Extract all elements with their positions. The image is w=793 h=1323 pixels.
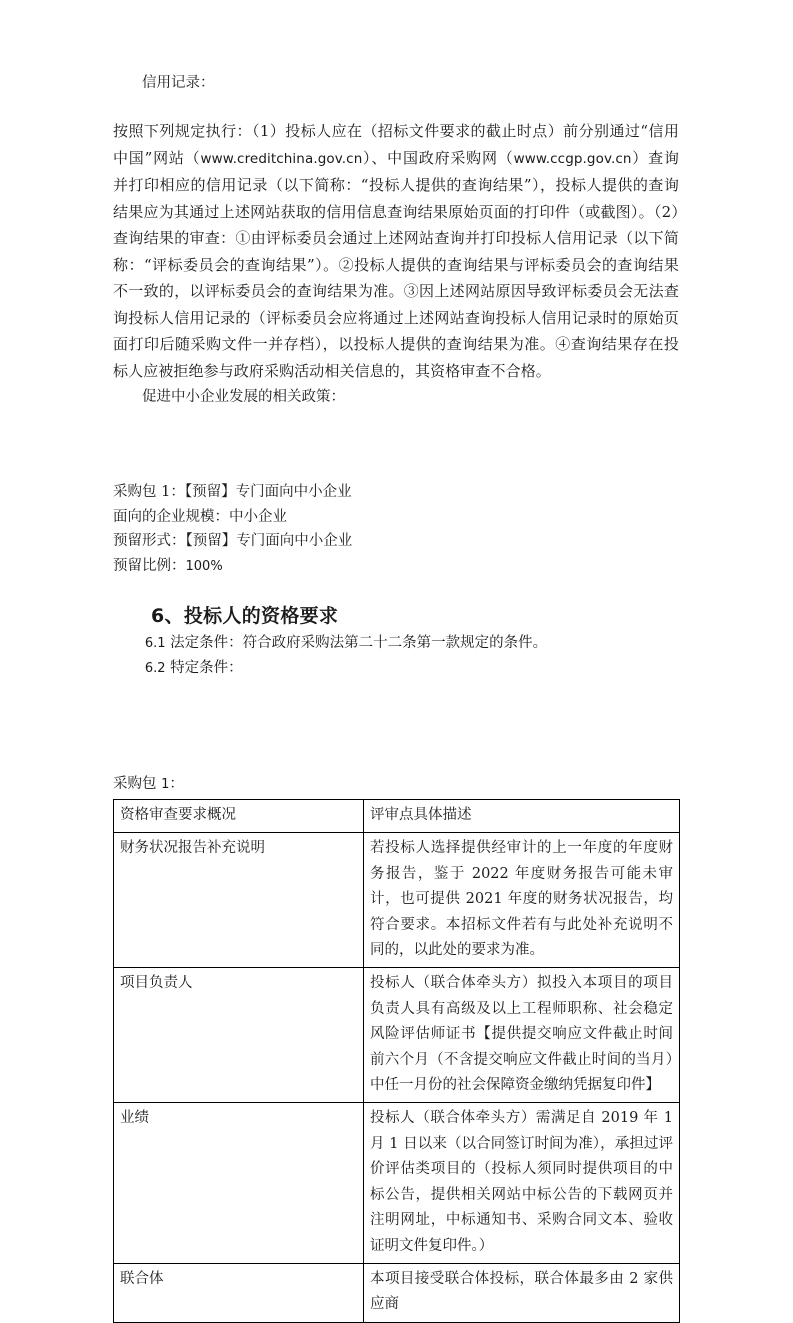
reservation-line-ratio [113,554,679,580]
table-caption-colon: ： [169,776,184,792]
table-caption-number: 1 [161,777,170,792]
table-header-cell-description: 评审点具体描述 [364,800,680,833]
spacer-before-table [113,681,679,751]
reservation-scale-text: 面向的企业规模：中小企业 [113,508,287,525]
table-caption [113,773,679,796]
clause-6-2-text: 特定条件： [165,660,243,676]
page-title: 6、投标人的资格要求 [151,605,339,627]
reservation-ratio-value: 100% [185,558,223,574]
credit-record-paragraph [113,118,679,384]
qualification-requirements-table [113,799,680,1323]
credit-para-segment: ）查询并打印相应的信用记录（以下简称：“投标人提供的查询结果”），投标人提供的查询结果应为其通过上述网站获取的信用信息查询结果原始页面的打印件（或截图）。（2）查询结果的审查：①由评标委员会通过上述网站查询并打印投标人信用记录（以下简称：“评标委员会的查询结果”）。②投标人提供的查询结果与评标委员会的查询结果不一致的，以评标委员会的查询结果为准。③因上述网站原因导致评标委员会无法查询投标人信用记录的（评标委员会应将通过上述网站查询投标人信用记录时的原始页面打印后随采购文件一并存档），以投标人提供的查询结果为准。④查询结果存在投标人应被拒绝参与政府采购活动相关信息的，其资格审查不合格。 [113,148,679,380]
ccgp-url: www.ccgp.gov.cn [513,150,632,167]
table-caption-label: 采购包 [113,776,162,792]
clause-6-1 [113,631,679,656]
table-row [114,1103,680,1263]
spacer-before-heading [113,579,679,601]
sme-policy-heading: 促进中小企业发展的相关政策： [142,389,345,405]
table-cell-requirement-name: 财务状况报告补充说明 [114,833,364,968]
reservation-package-text: 采购包 1：【预留】专门面向中小企业 [113,484,352,500]
table-cell-requirement-name: 联合体 [114,1263,364,1322]
reservation-line-form [113,529,679,554]
spacer-before-reservation [113,410,679,480]
reservation-line-scale [113,505,679,530]
clause-6-1-number: 6.1 [144,636,166,651]
clause-6-2-number: 6.2 [144,661,166,676]
reservation-line-package [113,480,679,505]
spacer-before-table-2 [113,751,679,773]
table-row [114,1263,680,1322]
table-cell-requirement-desc: 本项目接受联合体投标，联合体最多由 2 家供应商 [364,1263,680,1322]
table-cell-requirement-desc: 若投标人选择提供经审计的上一年度的年度财务报告，鉴于 2022 年度财务报告可能未审计，也可提供 2021 年度的财务状况报告，均符合要求。本招标文件若有与此处补充说明不同的，以此处的要求为准。 [364,833,680,968]
top-margin-spacer [113,0,679,70]
credit-record-heading: 信用记录： [142,75,215,91]
creditchina-url: www.creditchina.gov.cn [200,150,363,167]
table-cell-requirement-desc: 投标人（联合体牵头方）拟投入本项目的项目负责人具有高级及以上工程师职称、社会稳定风险评估师证书【提供提交响应文件截止时间前六个月（不含提交响应文件截止时间的当月）中任一月份的社会保障资金缴纳凭据复印件】 [364,968,680,1103]
credit-para-segment: 按照下列规定执行：（1）投标人应在（招标文件要求的截止时点）前分别通过“信用中国”网站（ [113,122,679,167]
spacer-after-credit-heading [113,96,679,118]
page-content [113,0,679,1323]
table-header-row [114,800,680,833]
reservation-ratio-label: 预留比例： [113,557,186,574]
table-row [114,968,680,1103]
table-row [114,833,680,968]
table-cell-requirement-name: 项目负责人 [114,968,364,1103]
clause-6-2 [113,656,679,681]
clause-6-1-text: 法定条件：符合政府采购法第二十二条第一款规定的条件。 [165,635,548,651]
table-header-cell-overview: 资格审查要求概况 [114,800,364,833]
reservation-form-text: 预留形式：【预留】专门面向中小企业 [113,533,353,549]
credit-para-segment: ）、中国政府采购网（ [362,148,514,167]
table-cell-requirement-name: 业绩 [114,1103,364,1263]
table-cell-requirement-desc: 投标人（联合体牵头方）需满足自 2019 年 1 月 1 日以来（以合同签订时间为准），承担过评价评估类项目的（投标人须同时提供项目的中标公告，提供相关网站中标公告的下载网页并注明网址，中标通知书、采购合同文本、验收证明文件复印件。） [364,1103,680,1263]
